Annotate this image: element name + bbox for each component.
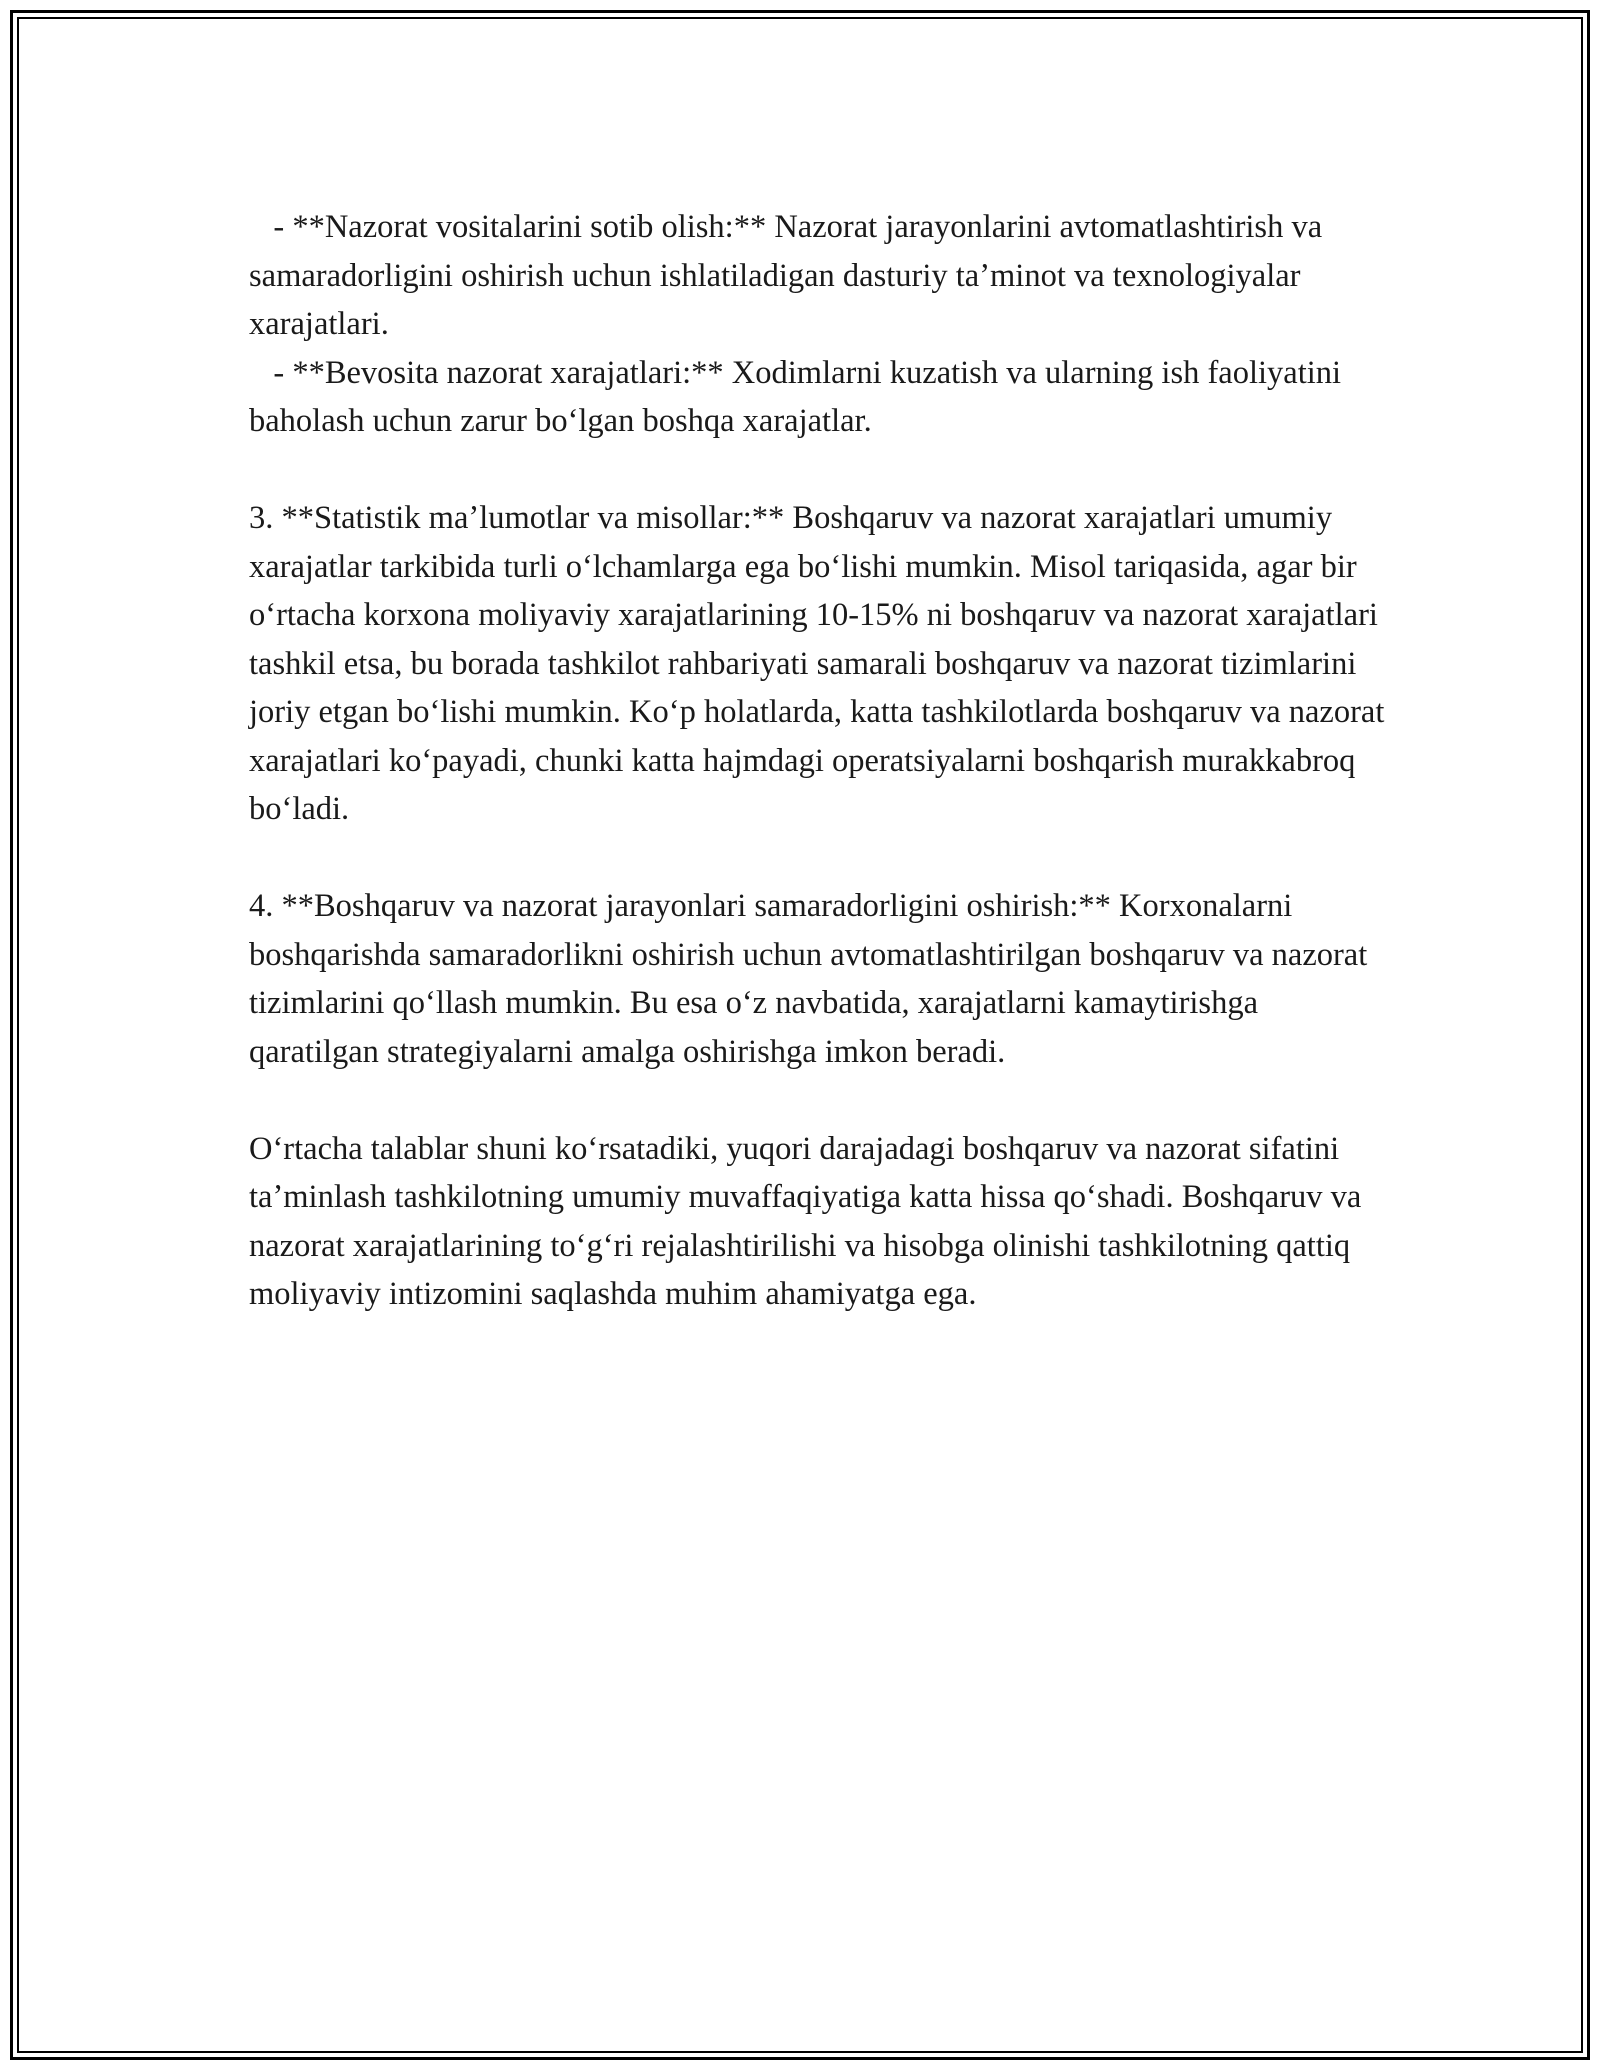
paragraph-spacer bbox=[249, 1076, 1389, 1125]
page-frame bbox=[10, 10, 1590, 2060]
document-body bbox=[249, 203, 1393, 1319]
paragraph-control-tools: - **Nazorat vositalarini sotib olish:** Nazorat jarayonlarini avtomatlashtirish va samaradorligini oshirish uchun ishlatiladigan dasturiy taʼminot va texnologiyalar xarajatlari. bbox=[249, 209, 1331, 342]
paragraph-statistics-examples: 3. **Statistik maʼlumotlar va misollar:** Boshqaruv va nazorat xarajatlari umumiy xarajatlar tarkibida turli oʻlchamlarga ega boʻlishi mumkin. Misol tariqasida, agar bir oʻrtacha korxona moliyaviy xarajatlarining 10-15% ni boshqaruv va nazorat xarajatlari tashkil etsa, bu borada tashkilot rahbariyati samarali boshqaruv va nazorat tizimlarini joriy etgan boʻlishi mumkin. Koʻp holatlarda, katta tashkilotlarda boshqaruv va nazorat xarajatlari koʻpayadi, chunki katta hajmdagi operatsiyalarni boshqarish murakkabroq boʻladi. bbox=[249, 500, 1393, 827]
paragraph-spacer bbox=[249, 446, 1389, 495]
paragraph-spacer bbox=[249, 834, 1389, 883]
paragraph-conclusion: Oʻrtacha talablar shuni koʻrsatadiki, yuqori darajadagi boshqaruv va nazorat sifatini taʼminlash tashkilotning umumiy muvaffaqiyatiga katta hissa qoʻshadi. Boshqaruv va nazorat xarajatlarining toʻgʻri rejalashtirilishi va hisobga olinishi tashkilotning qattiq moliyaviy intizomini saqlashda muhim ahamiyatga ega. bbox=[249, 1130, 1370, 1312]
paragraph-direct-control-costs: - **Bevosita nazorat xarajatlari:** Xodimlarni kuzatish va ularning ish faoliyatini baholash uchun zarur boʻlgan boshqa xarajatlar. bbox=[249, 354, 1350, 439]
paragraph-efficiency: 4. **Boshqaruv va nazorat jarayonlari samaradorligini oshirish:** Korxonalarni boshqarishda samaradorlikni oshirish uchun avtomatlashtirilgan boshqaruv va nazorat tizimlarini qoʻllash mumkin. Bu esa oʻz navbatida, xarajatlarni kamaytirishga qaratilgan strategiyalarni amalga oshirishga imkon beradi. bbox=[249, 888, 1376, 1070]
